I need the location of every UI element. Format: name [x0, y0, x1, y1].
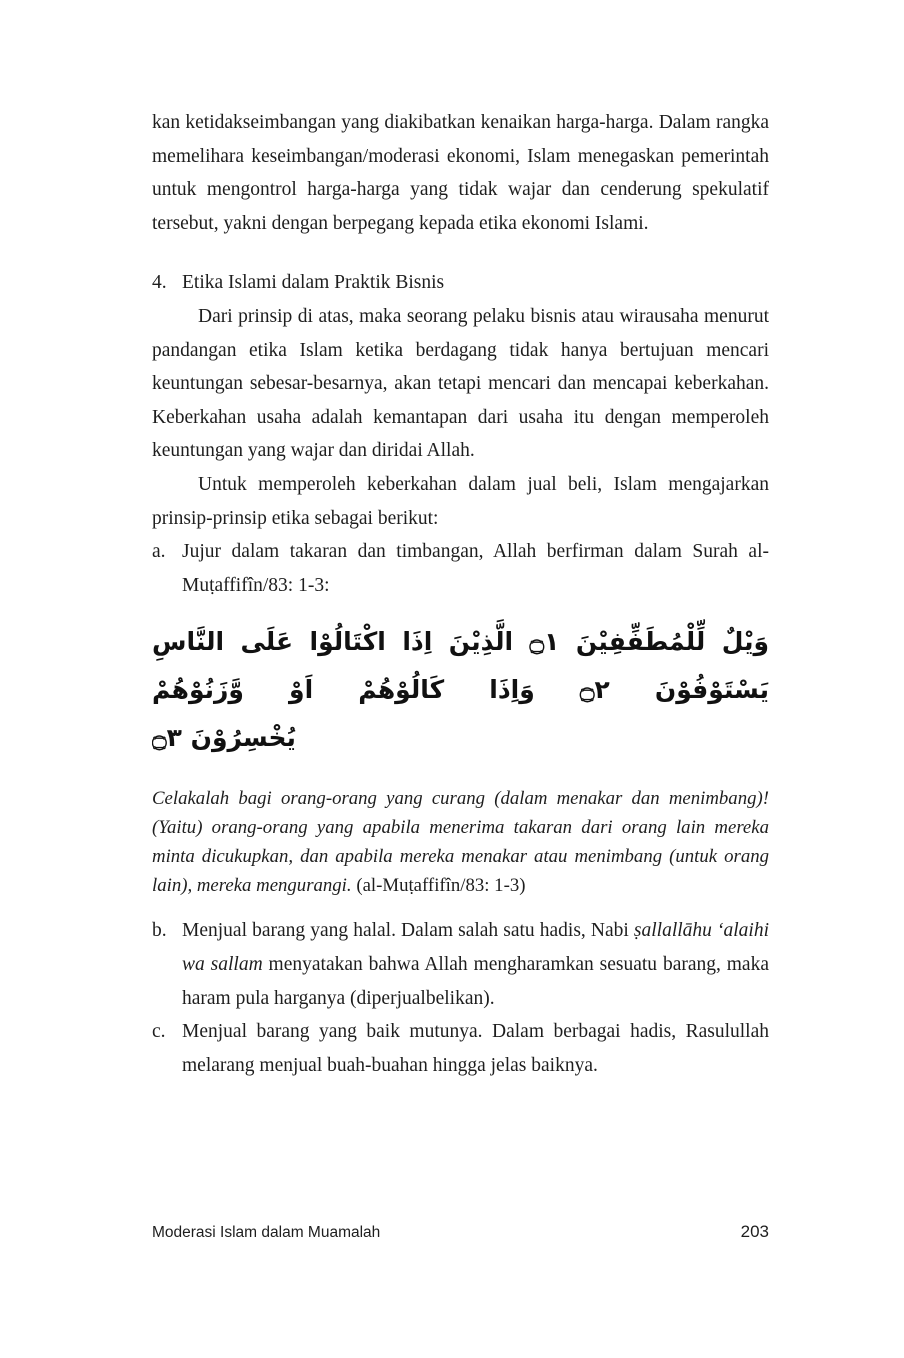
list-text-a: Jujur dalam takaran dan timbangan, Allah berfirman dalam Surah al-Muṭaffifîn/83: 1-3: — [182, 541, 769, 596]
paragraph: Untuk memperoleh keberkahan dalam jual beli, Islam mengajarkan prinsip-prinsip etika sebagai berikut: — [152, 473, 769, 529]
list-marker-c: c. — [152, 1021, 166, 1043]
page-footer — [152, 1222, 769, 1242]
list-item-b — [152, 914, 769, 1015]
section-heading — [152, 266, 769, 300]
list-marker-b: b. — [152, 920, 167, 942]
page-number: 203 — [740, 1222, 769, 1241]
verse-translation — [152, 784, 769, 900]
section-title: Etika Islami dalam Praktik Bisnis — [182, 272, 445, 294]
translation-text: Celakalah bagi orang-orang yang curang (dalam menakar dan menimbang)! (Yaitu) orang-orang yang apabila menerima takaran dari orang lain mereka minta dicukupkan, dan apabila mereka menakar atau menimbang (untuk orang lain), mereka mengurangi. — [152, 788, 769, 897]
list-text-b-part2: menyatakan bahwa Allah mengharamkan sesuatu barang, maka haram pula harganya (diperjualbelikan). — [182, 953, 769, 1009]
list-marker-a: a. — [152, 541, 166, 563]
running-footer-title: Moderasi Islam dalam Muamalah — [152, 1224, 381, 1241]
page-content — [152, 106, 769, 1082]
section-number: 4. — [152, 272, 167, 294]
list-item-c — [152, 1015, 769, 1082]
quran-verse — [152, 618, 769, 762]
paragraph: Dari prinsip di atas, maka seorang pelaku bisnis atau wirausaha menurut pandangan etika Islam ketika berdagang tidak hanya bertujuan mencari keuntungan sebesar-besarnya, akan tetapi mencari dan mencapai keberkahan. Keberkahan usaha adalah kemantapan dari usaha itu dengan memperoleh keuntungan yang wajar dan diridai Allah. — [152, 305, 769, 462]
list-text-b-arabic-phrase: ṣallallāhu ‘alaihi wa sallam — [182, 920, 769, 975]
translation-reference: (al-Muṭaffifîn/83: 1-3) — [356, 875, 526, 897]
list-text-c: Menjual barang yang baik mutunya. Dalam berbagai hadis, Rasulullah melarang menjual buah-buahan hingga jelas baiknya. — [182, 1021, 769, 1076]
list-text-b-part1: Menjual barang yang halal. Dalam salah satu hadis, Nabi — [182, 920, 634, 942]
paragraph-continuation: kan ketidakseimbangan yang diakibatkan kenaikan harga-harga. Dalam rangka memelihara keseimbangan/moderasi ekonomi, Islam menegaskan pemerintah untuk mengontrol harga-harga yang tidak wajar dan cenderung spekulatif tersebut, yakni dengan berpegang kepada etika ekonomi Islami. — [152, 112, 769, 234]
quran-verse-line-2: يُخْسِرُوْنَ ۝٣ — [152, 723, 296, 753]
list-text-b — [182, 920, 769, 1008]
quran-verse-line-1: وَيْلٌ لِّلْمُطَفِّفِيْنَ ۝١ الَّذِيْنَ اِذَا اكْتَالُوْا عَلَى النَّاسِ يَسْتَوْفُوْنَ ۝٢ وَاِذَا كَالُوْهُمْ اَوْ وَّزَنُوْهُمْ — [152, 627, 769, 705]
list-item-a — [152, 535, 769, 602]
